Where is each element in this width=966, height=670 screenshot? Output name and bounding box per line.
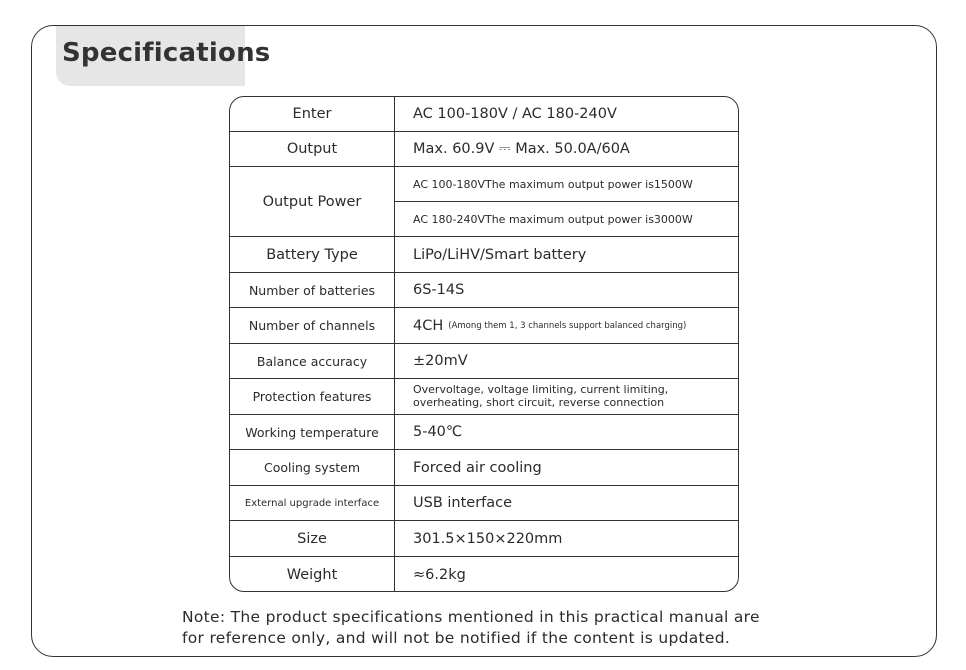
spec-label: Enter	[230, 97, 395, 131]
spec-row-size	[230, 521, 738, 557]
spec-value: Max. 60.9V ⎓ Max. 50.0A/60A	[413, 141, 630, 157]
spec-label: Number of channels	[230, 308, 395, 343]
spec-label: External upgrade interface	[230, 486, 395, 520]
spec-label: Size	[230, 521, 395, 556]
spec-label: Battery Type	[230, 237, 395, 272]
spec-row-output-power	[230, 167, 738, 237]
spec-value: AC 180-240VThe maximum output power is3000W	[413, 213, 693, 226]
spec-value: AC 100-180V / AC 180-240V	[413, 106, 617, 122]
section-title: Specifications	[62, 38, 271, 68]
spec-row-protection-features	[230, 379, 738, 415]
spec-row-cooling-system	[230, 450, 738, 486]
spec-row-number-of-channels	[230, 308, 738, 344]
spec-label: Working temperature	[230, 415, 395, 449]
spec-row-working-temperature	[230, 415, 738, 450]
spec-value	[395, 379, 738, 414]
note-line: for reference only, and will not be notified if the content is updated.	[182, 629, 731, 647]
spec-value	[395, 308, 738, 343]
spec-table	[229, 96, 739, 592]
spec-value: ≈6.2kg	[413, 567, 466, 583]
spec-label: Cooling system	[230, 450, 395, 485]
spec-value: ±20mV	[413, 353, 468, 369]
spec-value: 6S-14S	[413, 282, 465, 298]
spec-label: Balance accuracy	[230, 344, 395, 378]
spec-value-note: (Among them 1, 3 channels support balanced charging)	[448, 320, 687, 331]
spec-row-output	[230, 132, 738, 167]
spec-value: USB interface	[413, 495, 513, 511]
spec-row-external-upgrade-interface	[230, 486, 738, 521]
spec-label: Output Power	[230, 167, 395, 236]
spec-label: Number of batteries	[230, 273, 395, 307]
spec-value: Forced air cooling	[413, 459, 542, 476]
spec-row-battery-type	[230, 237, 738, 273]
spec-value: LiPo/LiHV/Smart battery	[413, 246, 587, 263]
spec-value-main: 4CH	[413, 317, 444, 334]
spec-value: 301.5×150×220mm	[413, 530, 563, 547]
spec-label: Protection features	[230, 379, 395, 414]
spec-row-enter	[230, 97, 738, 132]
note-line: Note: The product specifications mentioned in this practical manual are	[182, 608, 760, 626]
spec-value-line: overheating, short circuit, reverse connection	[413, 395, 665, 409]
spec-row-balance-accuracy	[230, 344, 738, 379]
spec-value: AC 100-180VThe maximum output power is1500W	[395, 167, 738, 202]
spec-row-number-of-batteries	[230, 273, 738, 308]
spec-row-weight	[230, 557, 738, 592]
disclaimer-note	[182, 607, 760, 649]
spec-value: 5-40℃	[413, 424, 463, 440]
spec-value-line: Overvoltage, voltage limiting, current limiting,	[413, 383, 669, 396]
spec-label: Output	[230, 132, 395, 166]
spec-label: Weight	[230, 557, 395, 592]
